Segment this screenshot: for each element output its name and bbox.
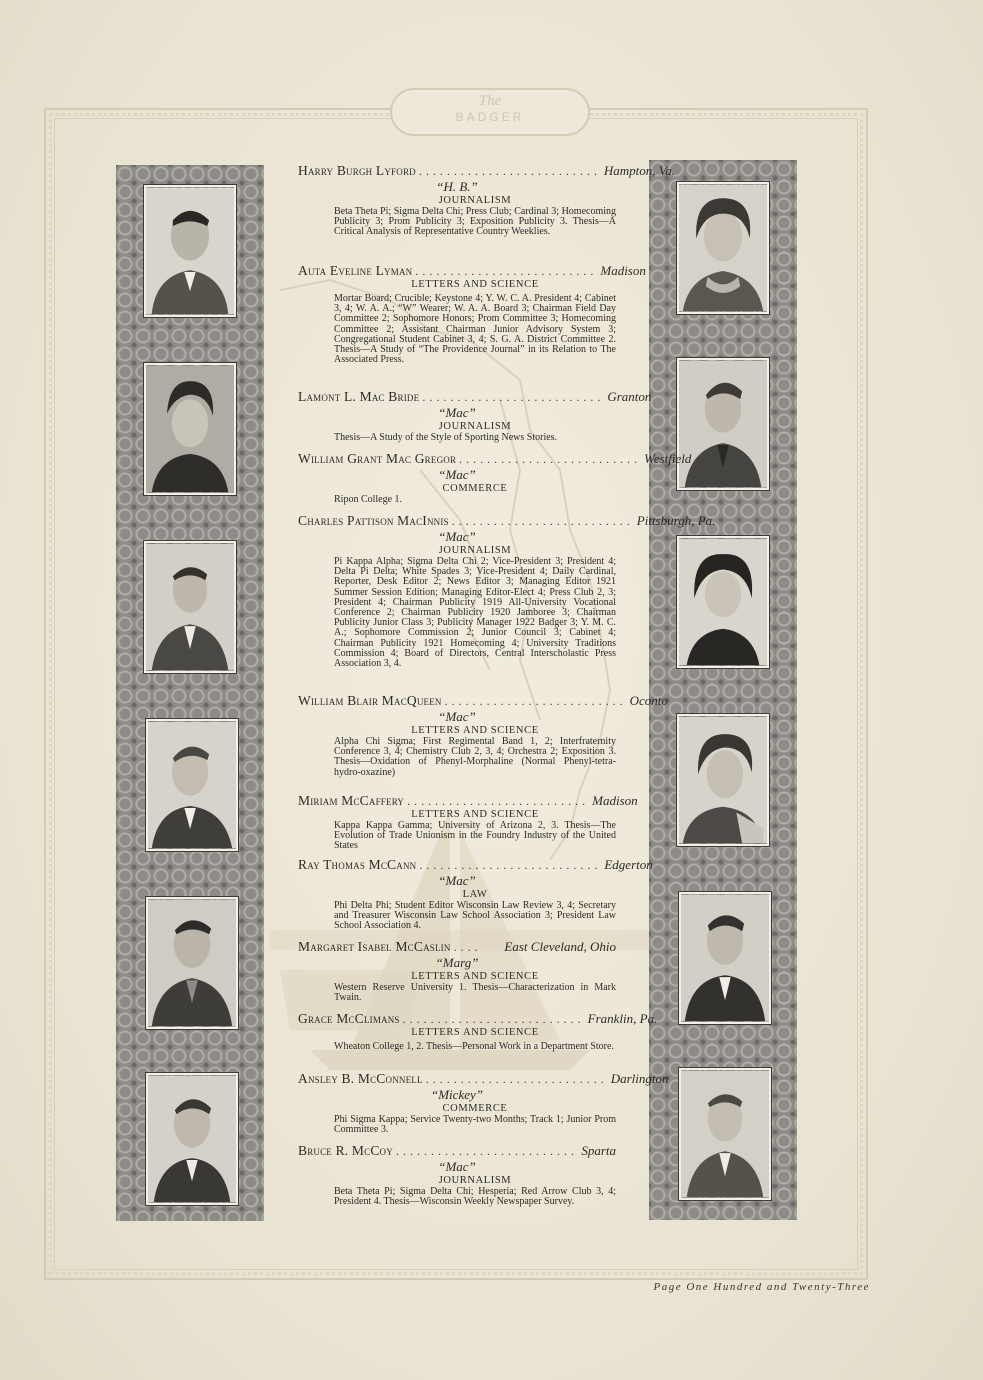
- portrait-photo-mccoy: [679, 1068, 771, 1200]
- entry-mccann: Ray Thomas McCann .......................... Edgerton “Mac” LAW Phi Delta Phi; Student Editor Wisconsin Law Review 3, 4; Secretary and Treasurer Wisconsin Law School Association 3; President Law School Association 4.: [298, 857, 653, 932]
- entry-macgregor: William Grant Mac Gregor .......................... Westfield “Mac” COMMERCE Ripon College 1.: [298, 451, 692, 505]
- entry-nickname: “Marg”: [435, 955, 479, 970]
- entry-nickname: “Mickey”: [431, 1087, 483, 1102]
- entry-record: Thesis—A Study of the Style of Sporting News Stories.: [334, 432, 558, 443]
- entry-mccaffery: Miriam McCaffery .......................... Madison LETTERS AND SCIENCE Kappa Kappa Gamma; University of Arizona 2, 3. Thesis—The Evolution of Trade Unionism in the Foundry Industry of the United States: [298, 793, 638, 852]
- entry-college: JOURNALISM: [438, 421, 512, 432]
- entry-college: LAW: [462, 889, 488, 900]
- entry-nickname: “Mac”: [438, 405, 476, 420]
- entry-mac-bride: Lamont L. Mac Bride .......................... Granton “Mac” JOURNALISM Thesis—A Study of the Style of Sporting News Stories.: [298, 389, 652, 443]
- entry-record: Mortar Board; Crucible; Keystone 4; Y. W. C. A. President 4; Cabinet 3, 4; W. A. A.; “W” Wearer; W. A. A. Board 3; Chairman Field Day Committee 2; Sophomore Honors; Prom Committee 3; Homecoming Committee 2; Assistant Chairman Junior Advisory System 3; Congregational Student Cabinet 3, 4; S. G. A. District Committee 2. Thesis—A Study of “The Providence Journal” in its Relation to The Associated Press.: [334, 293, 616, 366]
- entry-record: Kappa Kappa Gamma; University of Arizona 2, 3. Thesis—The Evolution of Trade Unionism in the Foundry Industry of the United States: [334, 820, 616, 852]
- badger-crest: [390, 88, 590, 136]
- entry-record: Beta Theta Pi; Sigma Delta Chi; Hesperia; Red Arrow Club 3, 4; President 4. Thesis—Wisconsin Weekly Newspaper Survey.: [334, 1186, 616, 1208]
- entry-college: COMMERCE: [442, 483, 508, 494]
- entry-record: Phi Sigma Kappa; Service Twenty-two Months; Track 1; Junior Prom Committee 3.: [334, 1114, 616, 1136]
- entry-hometown: Westfield: [644, 451, 692, 466]
- portrait-photo-macgregor: [677, 358, 769, 490]
- entry-hometown: Franklin, Pa.: [587, 1011, 658, 1026]
- entry-college: JOURNALISM: [438, 1175, 512, 1186]
- entry-college: JOURNALISM: [438, 545, 512, 556]
- entry-record: Western Reserve University 1. Thesis—Characterization in Mark Twain.: [334, 982, 616, 1004]
- entry-macqueen: William Blair MacQueen .......................... Oconto “Mac” LETTERS AND SCIENCE Alpha Chi Sigma; First Regimental Band 1, 2; Interfraternity Conference 3, 4; Chemistry Club 2, 3, 4; Orchestra 2; Exposition 3. Thesis—Oxidation of Phenyl-Morphaline (Normal Phenyl-tetra-hydro-oxazine): [298, 693, 668, 778]
- entry-hometown: Madison: [592, 793, 638, 808]
- entry-college: LETTERS AND SCIENCE: [411, 279, 539, 290]
- portrait-photo-mcconnell: [146, 1073, 238, 1205]
- entry-mcconnell: Ansley B. McConnell .......................... Darlington “Mickey” COMMERCE Phi Sigma Kappa; Service Twenty-two Months; Track 1; Junior Prom Committee 3.: [298, 1071, 669, 1136]
- entry-mcclimans: Grace McClimans .......................... Franklin, Pa. LETTERS AND SCIENCE Wheaton College 1, 2. Thesis—Personal Work in a Department Store.: [298, 1011, 658, 1052]
- entry-mccoy: Bruce R. McCoy .......................... Sparta “Mac” JOURNALISM Beta Theta Pi; Sigma Delta Chi; Hesperia; Red Arrow Club 3, 4; President 4. Thesis—Wisconsin Weekly Newspaper Survey.: [298, 1143, 616, 1208]
- entry-record: Wheaton College 1, 2. Thesis—Personal Work in a Department Store.: [334, 1041, 614, 1052]
- portrait-photo-macqueen: [677, 536, 769, 668]
- portrait-photo-lyford: [144, 185, 236, 317]
- entry-macinnis: Charles Pattison MacInnis .......................... Pittsburgh, Pa. “Mac” JOURNALISM Pi Kappa Alpha; Sigma Delta Chi 2; Vice-President 3; President 4; Delta Pi Delta; White Spades 3; Vice-President 4; Daily Cardinal, Reporter, Desk Editor 2; News Editor 3; Managing Editor 1921 Summer Session Edition; Managing Editor-Elect 4; Press Club 2, 3; President 4; Chairman Publicity 1919 All-University Vocational Conference 2; Chairman Publicity 1920 Jamboree 3; Chairman Publicity Junior Class 3; Publicity Manager 1922 Badger 3; Y. M. C. A.; Sophomore Commission 2; Junior Council 3; Cabinet 4; Chairman Publicity 1921 Homecoming 4; University Traditions Commission 4; Board of Directors, Central Interscholastic Press Association 3, 4.: [298, 513, 716, 670]
- entry-name: Ansley B. McConnell: [298, 1071, 423, 1086]
- entry-hometown: Darlington: [610, 1071, 669, 1086]
- entry-college: LETTERS AND SCIENCE: [411, 971, 539, 982]
- entry-name: Margaret Isabel McCaslin: [298, 939, 451, 954]
- portrait-photo-mac-bride: [144, 363, 236, 495]
- entry-hometown: Pittsburgh, Pa.: [636, 513, 716, 528]
- entry-college: JOURNALISM: [438, 195, 512, 206]
- portrait-photo-mccann: [677, 714, 769, 846]
- entry-hometown: Edgerton: [604, 857, 653, 872]
- entry-mccaslin: Margaret Isabel McCaslin .... East Cleveland, Ohio “Marg” LETTERS AND SCIENCE Western Reserve University 1. Thesis—Characterization in Mark Twain.: [298, 939, 616, 1004]
- entry-name: William Grant Mac Gregor: [298, 451, 457, 466]
- entry-college: LETTERS AND SCIENCE: [411, 725, 539, 736]
- crest-badger: BADGER: [455, 110, 525, 124]
- entry-name: Miriam McCaffery: [298, 793, 405, 808]
- entry-name: William Blair MacQueen: [298, 693, 442, 708]
- entry-record: Ripon College 1.: [334, 494, 403, 505]
- entry-record: Phi Delta Phi; Student Editor Wisconsin Law Review 3, 4; Secretary and Treasurer Wisconsin Law School Association 3; President Law School Association 4.: [334, 900, 616, 932]
- portrait-photo-macinnis: [144, 541, 236, 673]
- entry-name: Charles Pattison MacInnis: [298, 513, 449, 528]
- entry-hometown: Sparta: [581, 1143, 616, 1158]
- entry-nickname: “Mac”: [438, 529, 476, 544]
- entry-hometown: Madison: [600, 263, 646, 278]
- entry-hometown: Granton: [607, 389, 652, 404]
- entry-lyman: Auta Eveline Lyman .......................... Madison LETTERS AND SCIENCE Mortar Board; Crucible; Keystone 4; Y. W. C. A. President 4; Cabinet 3, 4; W. A. A.; “W” Wearer; W. A. A. Board 3; Chairman Field Day Committee 2; Sophomore Honors; Prom Committee 3; Homecoming Committee 2; Assistant Chairman Junior Advisory System 3; Congregational Student Cabinet 3, 4; S. G. A. District Committee 2. Thesis—A Study of “The Providence Journal” in its Relation to The Associated Press.: [298, 263, 646, 366]
- entry-hometown: Oconto: [629, 693, 668, 708]
- entry-name: Harry Burgh Lyford: [298, 163, 416, 178]
- entry-college: LETTERS AND SCIENCE: [411, 1027, 539, 1038]
- right-photo-border: [649, 160, 797, 1220]
- entry-name: Auta Eveline Lyman: [298, 263, 413, 278]
- entry-nickname: “Mac”: [438, 1159, 476, 1174]
- entry-college: COMMERCE: [442, 1103, 508, 1114]
- portrait-photo-lyman: [677, 182, 769, 314]
- entry-record: Pi Kappa Alpha; Sigma Delta Chi 2; Vice-President 3; President 4; Delta Pi Delta; White Spades 3; Vice-President 4; Daily Cardinal, Reporter, Desk Editor 2; News Editor 3; Managing Editor 1921 Summer Session Edition; Managing Editor-Elect 4; Press Club 2, 3; President 4; Chairman Publicity 1919 All-University Vocational Conference 2; Chairman Publicity 1920 Jamboree 3; Chairman Publicity Junior Class 3; Publicity Manager 1922 Badger 3; Y. M. C. A.; Sophomore Commission 2; Junior Council 3; Cabinet 4; Chairman Publicity 1921 Homecoming 4; University Traditions Commission 4; Board of Directors, Central Interscholastic Press Association 3, 4.: [334, 556, 616, 670]
- entry-hometown: East Cleveland, Ohio: [504, 939, 616, 954]
- entry-name: Grace McClimans: [298, 1011, 400, 1026]
- portrait-photo-mccaffery: [146, 719, 238, 851]
- entry-hometown: Hampton, Va.: [603, 163, 676, 178]
- entry-name: Bruce R. McCoy: [298, 1143, 393, 1158]
- crest-the: The: [478, 93, 502, 109]
- portrait-photo-mccaslin: [146, 897, 238, 1029]
- entry-name: Lamont L. Mac Bride: [298, 389, 420, 404]
- entry-record: Alpha Chi Sigma; First Regimental Band 1, 2; Interfraternity Conference 3, 4; Chemistry Club 2, 3, 4; Orchestra 2; Exposition 3. Thesis—Oxidation of Phenyl-Morphaline (Normal Phenyl-tetra-hydro-oxazine): [334, 736, 616, 778]
- entry-lyford: Harry Burgh Lyford .......................... Hampton, Va. “H. B.” JOURNALISM Beta Theta Pi; Sigma Delta Chi; Press Club; Cardinal 3; Homecoming Publicity 3; Prom Publicity 3; Exposition Publicity 3. Thesis—A Critical Analysis of Representative Country Weeklies.: [298, 163, 676, 238]
- entry-nickname: “Mac”: [438, 467, 476, 482]
- left-photo-border: [116, 165, 264, 1221]
- entry-college: LETTERS AND SCIENCE: [411, 809, 539, 820]
- page-number: Page One Hundred and Twenty-Three: [653, 1281, 870, 1293]
- entry-nickname: “H. B.”: [436, 179, 478, 194]
- entry-nickname: “Mac”: [438, 873, 476, 888]
- entry-record: Beta Theta Pi; Sigma Delta Chi; Press Club; Cardinal 3; Homecoming Publicity 3; Prom Publicity 3; Exposition Publicity 3. Thesis—A Critical Analysis of Representative Country Weeklies.: [334, 206, 616, 238]
- entry-nickname: “Mac”: [438, 709, 476, 724]
- portrait-photo-mcclimans: [679, 892, 771, 1024]
- entry-name: Ray Thomas McCann: [298, 857, 417, 872]
